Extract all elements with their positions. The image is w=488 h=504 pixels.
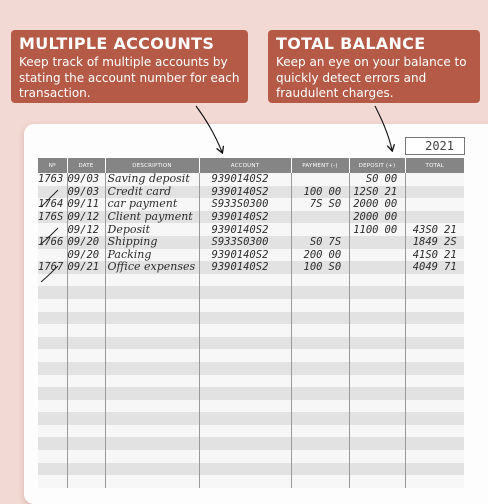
entry-payment xyxy=(291,400,349,413)
entry-date xyxy=(67,387,105,400)
entry-deposit xyxy=(349,236,405,249)
entry-number xyxy=(38,312,67,325)
entry-deposit xyxy=(349,286,405,299)
entry-payment xyxy=(291,437,349,450)
entry-deposit-dollars: 1100 xyxy=(353,223,379,236)
entry-total-dollars: 43S0 xyxy=(412,223,438,236)
entry-account: 9390140S2 xyxy=(199,249,291,262)
entry-total xyxy=(405,437,464,450)
entry-payment xyxy=(291,349,349,362)
ledger-row xyxy=(38,249,464,262)
entry-deposit xyxy=(349,299,405,312)
entry-account xyxy=(199,412,291,425)
entry-date xyxy=(67,362,105,375)
entry-total xyxy=(405,362,464,375)
entry-total xyxy=(405,337,464,350)
entry-description: car payment xyxy=(105,198,199,211)
entry-payment-cents: S0 xyxy=(328,198,342,211)
entry-account xyxy=(199,475,291,488)
ledger-row xyxy=(38,236,464,249)
entry-date: 09/03 xyxy=(67,173,105,186)
entry-deposit xyxy=(349,211,405,224)
entry-deposit-cents: 00 xyxy=(384,198,398,211)
entry-payment xyxy=(291,425,349,438)
ledger-row xyxy=(38,324,464,337)
entry-number xyxy=(38,450,67,463)
entry-payment xyxy=(291,173,349,186)
entry-deposit-cents: 00 xyxy=(384,211,398,224)
ledger-row xyxy=(38,349,464,362)
entry-account xyxy=(199,324,291,337)
entry-date xyxy=(67,324,105,337)
entry-number xyxy=(38,349,67,362)
entry-total xyxy=(405,450,464,463)
entry-payment xyxy=(291,337,349,350)
entry-description xyxy=(105,274,199,287)
ledger-table xyxy=(38,158,464,488)
entry-date xyxy=(67,450,105,463)
entry-total xyxy=(405,286,464,299)
ledger-row xyxy=(38,425,464,438)
entry-date xyxy=(67,312,105,325)
entry-date: 09/11 xyxy=(67,198,105,211)
entry-payment-cents: 00 xyxy=(328,248,342,261)
ledger-body xyxy=(38,173,464,488)
entry-date xyxy=(67,375,105,388)
entry-date xyxy=(67,400,105,413)
entry-total xyxy=(405,198,464,211)
entry-payment-cents: 7S xyxy=(328,236,342,249)
entry-account xyxy=(199,400,291,413)
entry-deposit xyxy=(349,362,405,375)
entry-description xyxy=(105,387,199,400)
entry-description xyxy=(105,437,199,450)
entry-description: Deposit xyxy=(105,223,199,236)
entry-date xyxy=(67,299,105,312)
entry-date xyxy=(67,437,105,450)
ledger-row xyxy=(38,337,464,350)
entry-account xyxy=(199,349,291,362)
entry-date xyxy=(67,349,105,362)
entry-description: Saving deposit xyxy=(105,173,199,186)
entry-total xyxy=(405,299,464,312)
entry-description xyxy=(105,463,199,476)
entry-total xyxy=(405,312,464,325)
entry-number xyxy=(38,475,67,488)
header-date: DATE xyxy=(67,158,105,173)
entry-date xyxy=(67,475,105,488)
entry-payment xyxy=(291,186,349,199)
entry-description xyxy=(105,324,199,337)
entry-account: 9390140S2 xyxy=(199,186,291,199)
entry-payment xyxy=(291,211,349,224)
entry-description: Office expenses xyxy=(105,261,199,274)
header-description: DESCRIPTION xyxy=(105,158,199,173)
entry-account: 9390140S2 xyxy=(199,223,291,236)
header-account: ACCOUNT xyxy=(199,158,291,173)
entry-number xyxy=(38,463,67,476)
entry-description xyxy=(105,450,199,463)
entry-total-cents: 71 xyxy=(444,261,457,274)
entry-number xyxy=(38,249,67,262)
callout-body: Keep an eye on your balance to quickly detect errors and fraudulent charges. xyxy=(276,55,467,100)
entry-deposit xyxy=(349,349,405,362)
entry-total xyxy=(405,425,464,438)
ledger-row xyxy=(38,223,464,236)
entry-description xyxy=(105,362,199,375)
entry-description xyxy=(105,425,199,438)
entry-account: 9390140S2 xyxy=(199,261,291,274)
ledger-row xyxy=(38,312,464,325)
ledger-header-row xyxy=(38,158,464,173)
entry-number xyxy=(38,223,67,236)
ledger-row xyxy=(38,362,464,375)
entry-payment-cents: S0 xyxy=(328,261,342,274)
entry-deposit xyxy=(349,450,405,463)
entry-deposit xyxy=(349,412,405,425)
header-payment: PAYMENT (-) xyxy=(291,158,349,173)
entry-account xyxy=(199,425,291,438)
entry-number xyxy=(38,362,67,375)
entry-date xyxy=(67,274,105,287)
entry-payment xyxy=(291,274,349,287)
entry-description xyxy=(105,312,199,325)
entry-deposit xyxy=(349,337,405,350)
entry-description xyxy=(105,412,199,425)
entry-date xyxy=(67,425,105,438)
entry-description: Shipping xyxy=(105,236,199,249)
entry-account xyxy=(199,362,291,375)
entry-total-dollars: 4049 xyxy=(412,261,438,274)
entry-payment-dollars: 100 xyxy=(303,261,323,274)
entry-deposit-dollars: S0 xyxy=(365,173,379,186)
ledger-row xyxy=(38,261,464,274)
entry-deposit-cents: 00 xyxy=(384,173,398,186)
entry-total-dollars: 41S0 xyxy=(412,248,438,261)
entry-total-cents: 21 xyxy=(444,248,457,261)
entry-payment xyxy=(291,312,349,325)
entry-payment xyxy=(291,463,349,476)
entry-number xyxy=(38,437,67,450)
entry-payment xyxy=(291,198,349,211)
entry-description xyxy=(105,400,199,413)
entry-number xyxy=(38,387,67,400)
entry-payment xyxy=(291,475,349,488)
entry-total xyxy=(405,375,464,388)
callout-body: Keep track of multiple accounts by stating the account number for each transaction. xyxy=(19,55,240,100)
ledger-row xyxy=(38,375,464,388)
ledger-row xyxy=(38,173,464,186)
entry-date xyxy=(67,412,105,425)
entry-deposit-cents: 00 xyxy=(384,223,398,236)
entry-number xyxy=(38,337,67,350)
entry-payment-dollars: S0 xyxy=(309,236,323,249)
entry-date: 09/21 xyxy=(67,261,105,274)
entry-account xyxy=(199,274,291,287)
entry-total xyxy=(405,412,464,425)
entry-description: Client payment xyxy=(105,211,199,224)
entry-payment-dollars: 7S xyxy=(309,198,323,211)
entry-deposit-dollars: 12S0 xyxy=(353,185,379,198)
entry-deposit xyxy=(349,425,405,438)
entry-description xyxy=(105,299,199,312)
entry-date xyxy=(67,337,105,350)
entry-date xyxy=(67,286,105,299)
entry-total xyxy=(405,387,464,400)
entry-date: 09/12 xyxy=(67,223,105,236)
entry-deposit xyxy=(349,312,405,325)
entry-deposit xyxy=(349,186,405,199)
ledger-row xyxy=(38,437,464,450)
entry-payment xyxy=(291,236,349,249)
entry-account xyxy=(199,450,291,463)
entry-payment-dollars: 200 xyxy=(303,248,323,261)
entry-deposit-dollars: 2000 xyxy=(353,211,379,224)
ledger-row xyxy=(38,211,464,224)
entry-description: Packing xyxy=(105,249,199,262)
entry-number xyxy=(38,425,67,438)
entry-account: S933S0300 xyxy=(199,236,291,249)
entry-total xyxy=(405,463,464,476)
entry-number xyxy=(38,324,67,337)
entry-description xyxy=(105,337,199,350)
entry-deposit xyxy=(349,198,405,211)
entry-total xyxy=(405,261,464,274)
ledger-row xyxy=(38,387,464,400)
entry-deposit xyxy=(349,173,405,186)
entry-payment xyxy=(291,362,349,375)
entry-description xyxy=(105,349,199,362)
ledger-row xyxy=(38,463,464,476)
entry-account xyxy=(199,286,291,299)
entry-deposit xyxy=(349,223,405,236)
entry-date: 09/03 xyxy=(67,186,105,199)
ledger-row xyxy=(38,412,464,425)
header-total: TOTAL xyxy=(405,158,464,173)
entry-deposit xyxy=(349,463,405,476)
ledger-row xyxy=(38,450,464,463)
entry-payment xyxy=(291,299,349,312)
entry-payment xyxy=(291,286,349,299)
entry-number: 1763 xyxy=(38,173,67,186)
entry-total xyxy=(405,211,464,224)
ledger-row xyxy=(38,299,464,312)
entry-total-cents: 2S xyxy=(444,236,457,249)
entry-payment xyxy=(291,412,349,425)
entry-total xyxy=(405,249,464,262)
entry-deposit xyxy=(349,261,405,274)
entry-description xyxy=(105,475,199,488)
entry-number xyxy=(38,400,67,413)
ledger-row xyxy=(38,198,464,211)
entry-payment xyxy=(291,223,349,236)
entry-total xyxy=(405,173,464,186)
entry-account: 9390140S2 xyxy=(199,211,291,224)
entry-description xyxy=(105,286,199,299)
entry-date: 09/12 xyxy=(67,211,105,224)
entry-deposit xyxy=(349,324,405,337)
entry-number xyxy=(38,375,67,388)
entry-account xyxy=(199,463,291,476)
callout-title: MULTIPLE ACCOUNTS xyxy=(19,34,215,53)
entry-account xyxy=(199,375,291,388)
entry-number: 1766 xyxy=(38,236,67,249)
entry-number xyxy=(38,186,67,199)
entry-account: S933S0300 xyxy=(199,198,291,211)
callout-multiple-accounts xyxy=(11,30,248,103)
entry-number xyxy=(38,274,67,287)
entry-payment xyxy=(291,261,349,274)
entry-account xyxy=(199,337,291,350)
entry-number xyxy=(38,299,67,312)
entry-deposit xyxy=(349,375,405,388)
entry-payment xyxy=(291,450,349,463)
ledger-row xyxy=(38,274,464,287)
entry-description: Credit card xyxy=(105,186,199,199)
entry-deposit xyxy=(349,387,405,400)
callout-title: TOTAL BALANCE xyxy=(276,34,426,53)
entry-total xyxy=(405,223,464,236)
entry-number xyxy=(38,412,67,425)
entry-number: 1767 xyxy=(38,261,67,274)
entry-description xyxy=(105,375,199,388)
header-number: Nº xyxy=(38,158,67,173)
ledger-row xyxy=(38,475,464,488)
entry-total xyxy=(405,349,464,362)
entry-deposit-dollars: 2000 xyxy=(353,198,379,211)
ledger-row xyxy=(38,400,464,413)
entry-total xyxy=(405,400,464,413)
entry-deposit xyxy=(349,475,405,488)
entry-deposit xyxy=(349,437,405,450)
entry-total xyxy=(405,475,464,488)
entry-account xyxy=(199,312,291,325)
entry-deposit xyxy=(349,249,405,262)
entry-total xyxy=(405,324,464,337)
ledger-row xyxy=(38,186,464,199)
entry-number xyxy=(38,286,67,299)
entry-account xyxy=(199,387,291,400)
entry-account xyxy=(199,299,291,312)
entry-total xyxy=(405,274,464,287)
entry-deposit-cents: 21 xyxy=(384,185,398,198)
entry-total xyxy=(405,186,464,199)
entry-account xyxy=(199,437,291,450)
entry-payment-cents: 00 xyxy=(328,185,342,198)
entry-number: 176S xyxy=(38,211,67,224)
entry-deposit xyxy=(349,274,405,287)
entry-deposit xyxy=(349,400,405,413)
header-deposit: DEPOSIT (+) xyxy=(349,158,405,173)
entry-total-cents: 21 xyxy=(444,223,457,236)
ledger-row xyxy=(38,286,464,299)
year-box: 2021 xyxy=(405,137,465,155)
entry-date: 09/20 xyxy=(67,249,105,262)
entry-payment xyxy=(291,375,349,388)
callout-total-balance xyxy=(268,30,480,103)
entry-total-dollars: 1849 xyxy=(412,236,438,249)
entry-payment-dollars: 100 xyxy=(303,185,323,198)
entry-account: 9390140S2 xyxy=(199,173,291,186)
entry-payment xyxy=(291,387,349,400)
entry-payment xyxy=(291,249,349,262)
entry-total xyxy=(405,236,464,249)
entry-date: 09/20 xyxy=(67,236,105,249)
entry-payment xyxy=(291,324,349,337)
entry-number: 1764 xyxy=(38,198,67,211)
entry-date xyxy=(67,463,105,476)
